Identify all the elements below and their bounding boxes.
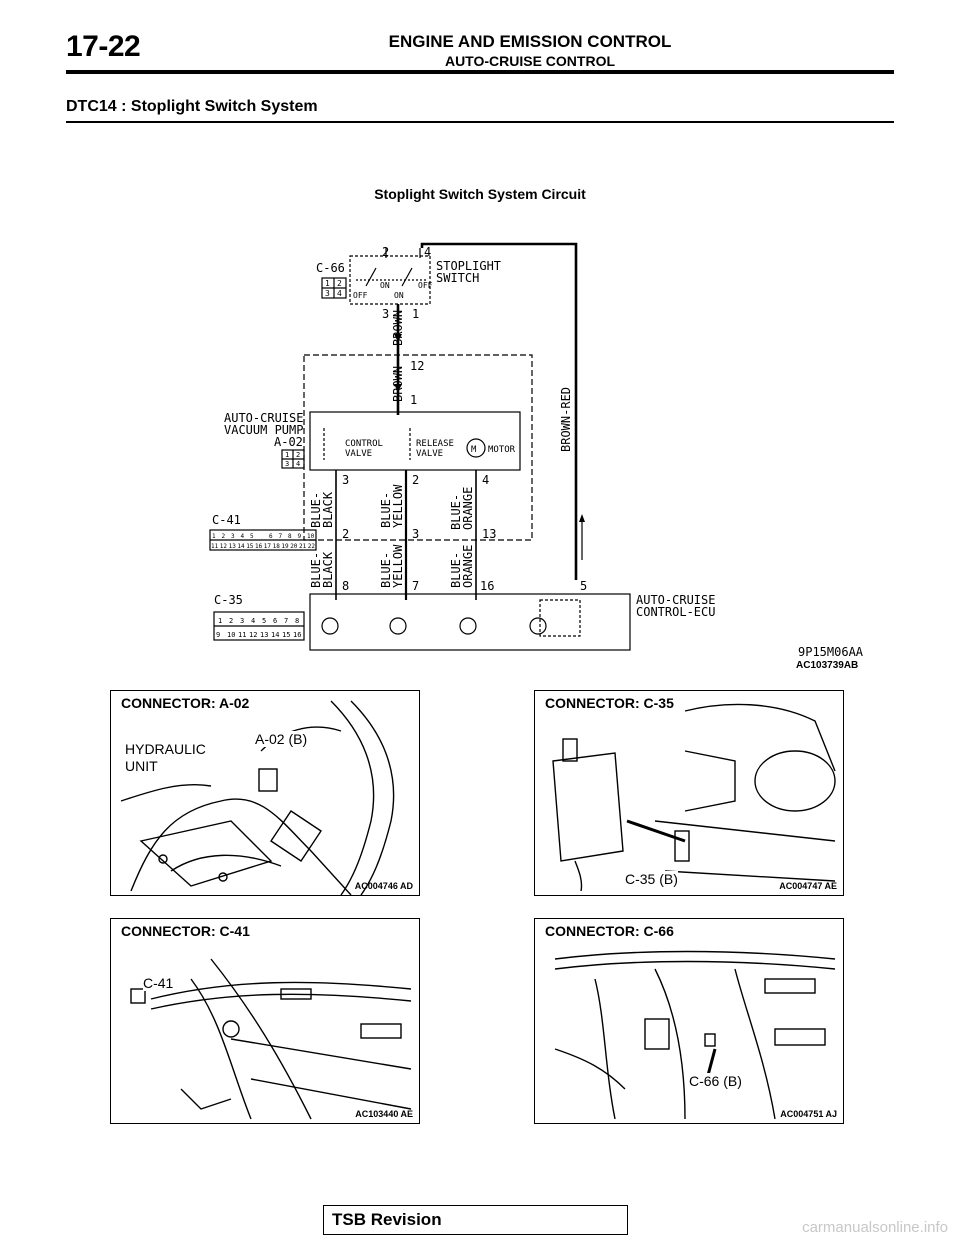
connector-cell: 15 bbox=[246, 543, 254, 550]
callout-c41: C-41 bbox=[143, 975, 174, 991]
svg-text:5: 5 bbox=[580, 579, 588, 593]
wire-brown-upper: BROWN bbox=[391, 309, 405, 346]
connector-cell: 4 bbox=[240, 533, 245, 540]
svg-text:4: 4 bbox=[337, 289, 342, 298]
svg-text:BLUE-: BLUE- bbox=[449, 493, 463, 530]
svg-text:BLUE-: BLUE- bbox=[309, 491, 323, 528]
photo-connector-c41 bbox=[110, 918, 420, 1124]
svg-text:BLUE-: BLUE- bbox=[449, 551, 463, 588]
circuit-title: Stoplight Switch System Circuit bbox=[374, 186, 586, 202]
connector-cell: 12 bbox=[249, 631, 258, 639]
connector-cell: 5 bbox=[262, 617, 267, 625]
svg-text:BLUE-: BLUE- bbox=[309, 551, 323, 588]
svg-text:CONTROL: CONTROL bbox=[345, 439, 383, 449]
svg-text:1: 1 bbox=[325, 279, 330, 288]
connector-cell: 22 bbox=[307, 543, 316, 550]
connector-cell: 18 bbox=[272, 543, 280, 550]
connector-cell: 12 bbox=[219, 543, 228, 550]
wire-brown-lower: BROWN bbox=[391, 365, 405, 402]
connector-cell: 16 bbox=[293, 631, 302, 639]
page-number: 17-22 bbox=[66, 30, 141, 63]
photo-label-c35: CONNECTOR: C-35 bbox=[545, 695, 674, 711]
switch-pin-2: 2 bbox=[382, 245, 390, 259]
photo-code-c66: AC004751 AJ bbox=[780, 1109, 837, 1119]
connector-cell: 15 bbox=[282, 631, 291, 639]
svg-text:ON: ON bbox=[394, 291, 404, 300]
pump-label-2: VACUUM PUMP bbox=[224, 423, 304, 437]
connector-cell: 4 bbox=[251, 617, 256, 625]
connector-cell: 1 bbox=[212, 533, 216, 540]
svg-text:OFF: OFF bbox=[418, 281, 433, 290]
svg-text:2: 2 bbox=[337, 279, 342, 288]
svg-text:3: 3 bbox=[412, 527, 420, 541]
svg-text:OFF: OFF bbox=[353, 291, 368, 300]
photo-connector-c66 bbox=[534, 918, 844, 1124]
photo-label-c66: CONNECTOR: C-66 bbox=[545, 923, 674, 939]
ecu-label-2: CONTROL-ECU bbox=[636, 605, 716, 619]
connector-cell: 20 bbox=[290, 543, 298, 550]
section-title: ENGINE AND EMISSION CONTROL bbox=[388, 32, 672, 51]
connector-cell: 11 bbox=[211, 543, 219, 550]
svg-text:3: 3 bbox=[325, 289, 330, 298]
svg-text:3: 3 bbox=[285, 460, 290, 468]
svg-text:ORANGE: ORANGE bbox=[461, 486, 475, 530]
connector-cell: 6 bbox=[269, 533, 273, 540]
svg-text:4: 4 bbox=[482, 473, 490, 487]
connector-cell: 19 bbox=[281, 543, 289, 550]
pin-1: 1 bbox=[410, 393, 418, 407]
wire-brown-red: BROWN-RED bbox=[559, 386, 573, 452]
svg-text:3: 3 bbox=[342, 473, 350, 487]
callout-c66: C-66 (B) bbox=[689, 1073, 742, 1089]
svg-text:YELLOW: YELLOW bbox=[391, 544, 405, 588]
photo-connector-a02 bbox=[110, 690, 420, 896]
connector-cell: 9 bbox=[297, 533, 302, 540]
connector-cell: 13 bbox=[228, 543, 236, 550]
connector-cell: 2 bbox=[229, 617, 234, 625]
svg-text:4: 4 bbox=[296, 460, 301, 468]
connector-cell: 21 bbox=[299, 543, 307, 550]
svg-text:BLUE-: BLUE- bbox=[379, 551, 393, 588]
diagram-code: 9P15M06AA bbox=[798, 645, 864, 659]
svg-text:BLUE-: BLUE- bbox=[379, 491, 393, 528]
svg-text:2: 2 bbox=[412, 473, 420, 487]
pump-label-1: AUTO-CRUISE bbox=[224, 411, 304, 425]
svg-text:BLACK: BLACK bbox=[321, 551, 335, 588]
photo-connector-c35 bbox=[534, 690, 844, 896]
connector-cell: 7 bbox=[284, 617, 289, 625]
hydraulic-unit-label-1: HYDRAULIC bbox=[125, 741, 206, 757]
photo-label-a02: CONNECTOR: A-02 bbox=[121, 695, 250, 711]
callout-c35: C-35 (B) bbox=[625, 871, 678, 887]
photo-code-a02: AC004746 AD bbox=[354, 881, 413, 891]
connector-cell: 17 bbox=[263, 543, 272, 550]
svg-text:VALVE: VALVE bbox=[416, 449, 444, 459]
connector-cell: 8 bbox=[295, 617, 300, 625]
connector-cell: 2 bbox=[221, 533, 226, 540]
svg-text:16: 16 bbox=[480, 579, 495, 593]
tsb-revision-label: TSB Revision bbox=[332, 1210, 442, 1229]
section-subtitle: AUTO-CRUISE CONTROL bbox=[444, 53, 616, 69]
pin-12: 12 bbox=[410, 359, 425, 373]
connector-cell: 7 bbox=[278, 533, 283, 540]
connector-cell: 11 bbox=[238, 631, 247, 639]
dtc-heading: DTC14 : Stoplight Switch System bbox=[66, 98, 318, 115]
hydraulic-unit-label-2: UNIT bbox=[125, 758, 158, 774]
c35-label: C-35 bbox=[214, 593, 243, 607]
c41-label: C-41 bbox=[212, 513, 241, 527]
svg-text:MOTOR: MOTOR bbox=[488, 445, 516, 455]
svg-text:7: 7 bbox=[412, 579, 420, 593]
connector-cell: 10 bbox=[307, 533, 315, 540]
svg-text:1: 1 bbox=[285, 451, 290, 459]
connector-cell: 8 bbox=[288, 533, 292, 540]
svg-text:ORANGE: ORANGE bbox=[461, 544, 475, 588]
watermark: carmanualsonline.info bbox=[802, 1219, 948, 1236]
photo-code-c41: AC103440 AE bbox=[355, 1109, 413, 1119]
tsb-revision-box bbox=[323, 1205, 628, 1235]
connector-cell: 6 bbox=[273, 617, 278, 625]
svg-text:2: 2 bbox=[342, 527, 350, 541]
ecu-box bbox=[310, 594, 630, 650]
photo-code-c35: AC004747 AE bbox=[779, 881, 837, 891]
svg-text:BLACK: BLACK bbox=[321, 491, 335, 528]
vacuum-pump-box bbox=[310, 412, 520, 470]
a02-label: A-02 bbox=[274, 435, 303, 449]
switch-pin-3: 3 bbox=[382, 307, 390, 321]
switch-pin-1: 1 bbox=[412, 307, 420, 321]
svg-text:ON: ON bbox=[380, 281, 390, 290]
connector-cell: 9 bbox=[216, 631, 221, 639]
connector-cell: 1 bbox=[218, 617, 223, 625]
connector-cell: 14 bbox=[271, 631, 280, 639]
switch-label-2: SWITCH bbox=[436, 271, 480, 285]
figure-code: AC103739AB bbox=[796, 660, 859, 671]
callout-a02: A-02 (B) bbox=[255, 731, 308, 747]
connector-cell: 5 bbox=[250, 533, 254, 540]
connector-cell: 3 bbox=[240, 617, 245, 625]
connector-cell: 16 bbox=[255, 543, 263, 550]
svg-text:2: 2 bbox=[296, 451, 301, 459]
connector-cell: 13 bbox=[260, 631, 269, 639]
connector-cell: 3 bbox=[231, 533, 235, 540]
connector-cell: 14 bbox=[237, 543, 245, 550]
svg-text:RELEASE: RELEASE bbox=[416, 439, 454, 449]
svg-text:YELLOW: YELLOW bbox=[391, 484, 405, 528]
svg-text:M: M bbox=[471, 445, 477, 455]
svg-text:13: 13 bbox=[482, 527, 497, 541]
photo-label-c41: CONNECTOR: C-41 bbox=[121, 923, 250, 939]
switch-pin-4: 4 bbox=[424, 245, 432, 259]
ecu-label-1: AUTO-CRUISE bbox=[636, 593, 716, 607]
svg-text:VALVE: VALVE bbox=[345, 449, 373, 459]
switch-label-1: STOPLIGHT bbox=[436, 259, 502, 273]
c66-label: C-66 bbox=[316, 261, 345, 275]
svg-text:8: 8 bbox=[342, 579, 350, 593]
connector-cell: 10 bbox=[227, 631, 236, 639]
